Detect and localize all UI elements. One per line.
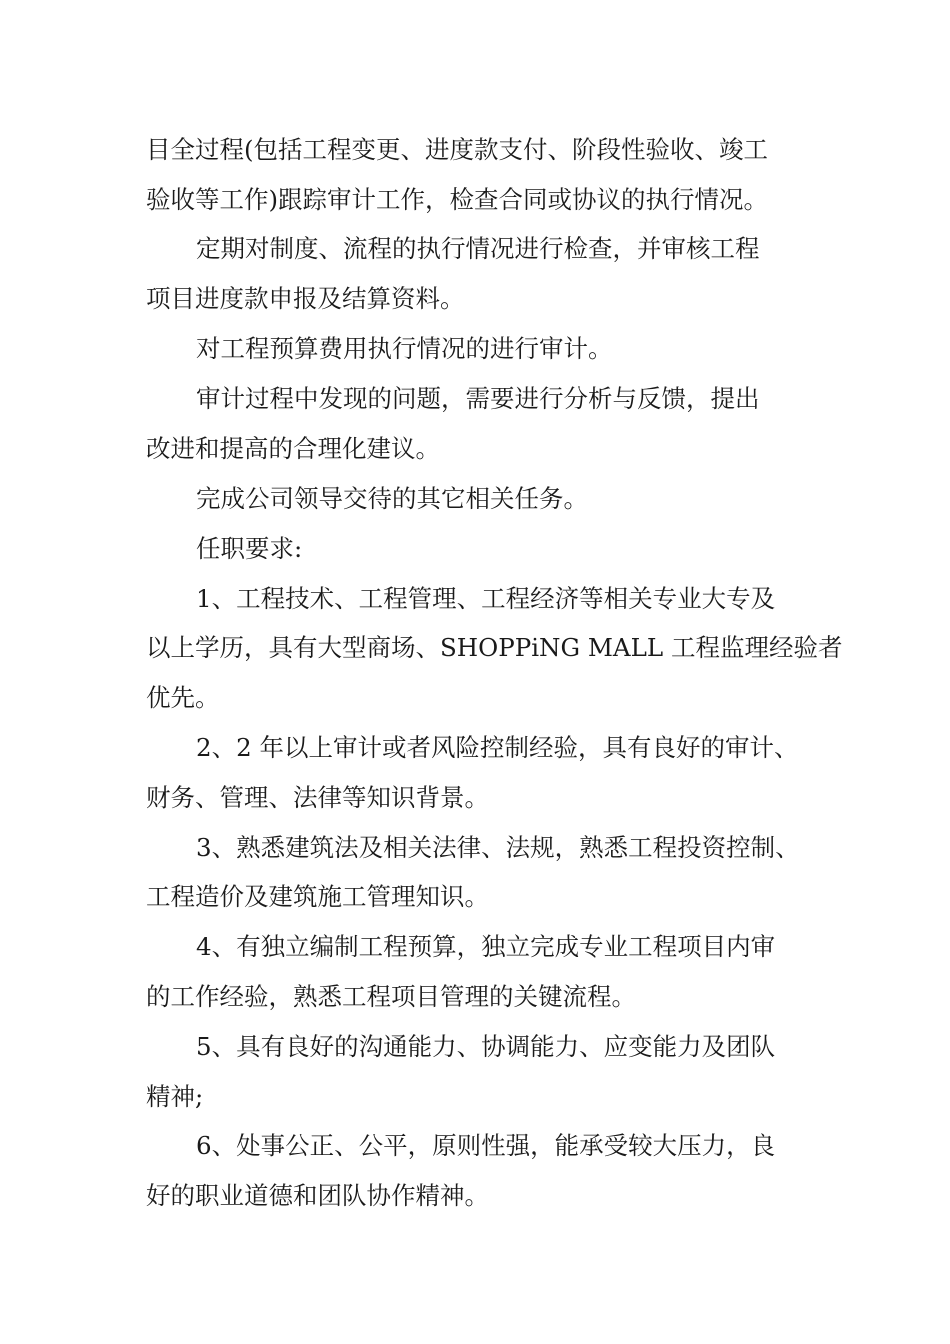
text-line: 以上学历，具有大型商场、SHOPPiNG MALL 工程监理经验者	[146, 633, 843, 662]
text-line: 3、熟悉建筑法及相关法律、法规，熟悉工程投资控制、	[196, 833, 800, 862]
text-line: 优先。	[146, 683, 220, 712]
text-line: 财务、管理、法律等知识背景。	[146, 783, 489, 812]
text-line: 6、处事公正、公平，原则性强，能承受较大压力，良	[196, 1131, 776, 1160]
text-line: 定期对制度、流程的执行情况进行检查，并审核工程	[196, 234, 760, 263]
text-line: 改进和提高的合理化建议。	[146, 434, 440, 463]
text-line: 完成公司领导交待的其它相关任务。	[196, 484, 588, 513]
text-line: 目全过程(包括工程变更、进度款支付、阶段性验收、竣工	[146, 135, 769, 164]
text-line: 对工程预算费用执行情况的进行审计。	[196, 334, 613, 363]
text-line: 验收等工作)跟踪审计工作，检查合同或协议的执行情况。	[146, 185, 769, 214]
text-line: 工程造价及建筑施工管理知识。	[146, 882, 489, 911]
text-line: 精神;	[146, 1082, 204, 1111]
text-line: 任职要求:	[196, 534, 303, 563]
text-line: 项目进度款申报及结算资料。	[146, 284, 465, 313]
text-line: 好的职业道德和团队协作精神。	[146, 1181, 489, 1210]
text-line: 审计过程中发现的问题，需要进行分析与反馈，提出	[196, 384, 760, 413]
text-line: 的工作经验，熟悉工程项目管理的关键流程。	[146, 982, 636, 1011]
text-line: 2、2 年以上审计或者风险控制经验，具有良好的审计、	[196, 733, 799, 762]
text-line: 1、工程技术、工程管理、工程经济等相关专业大专及	[196, 584, 776, 613]
text-line: 5、具有良好的沟通能力、协调能力、应变能力及团队	[196, 1032, 776, 1061]
text-line: 4、有独立编制工程预算，独立完成专业工程项目内审	[196, 932, 776, 961]
